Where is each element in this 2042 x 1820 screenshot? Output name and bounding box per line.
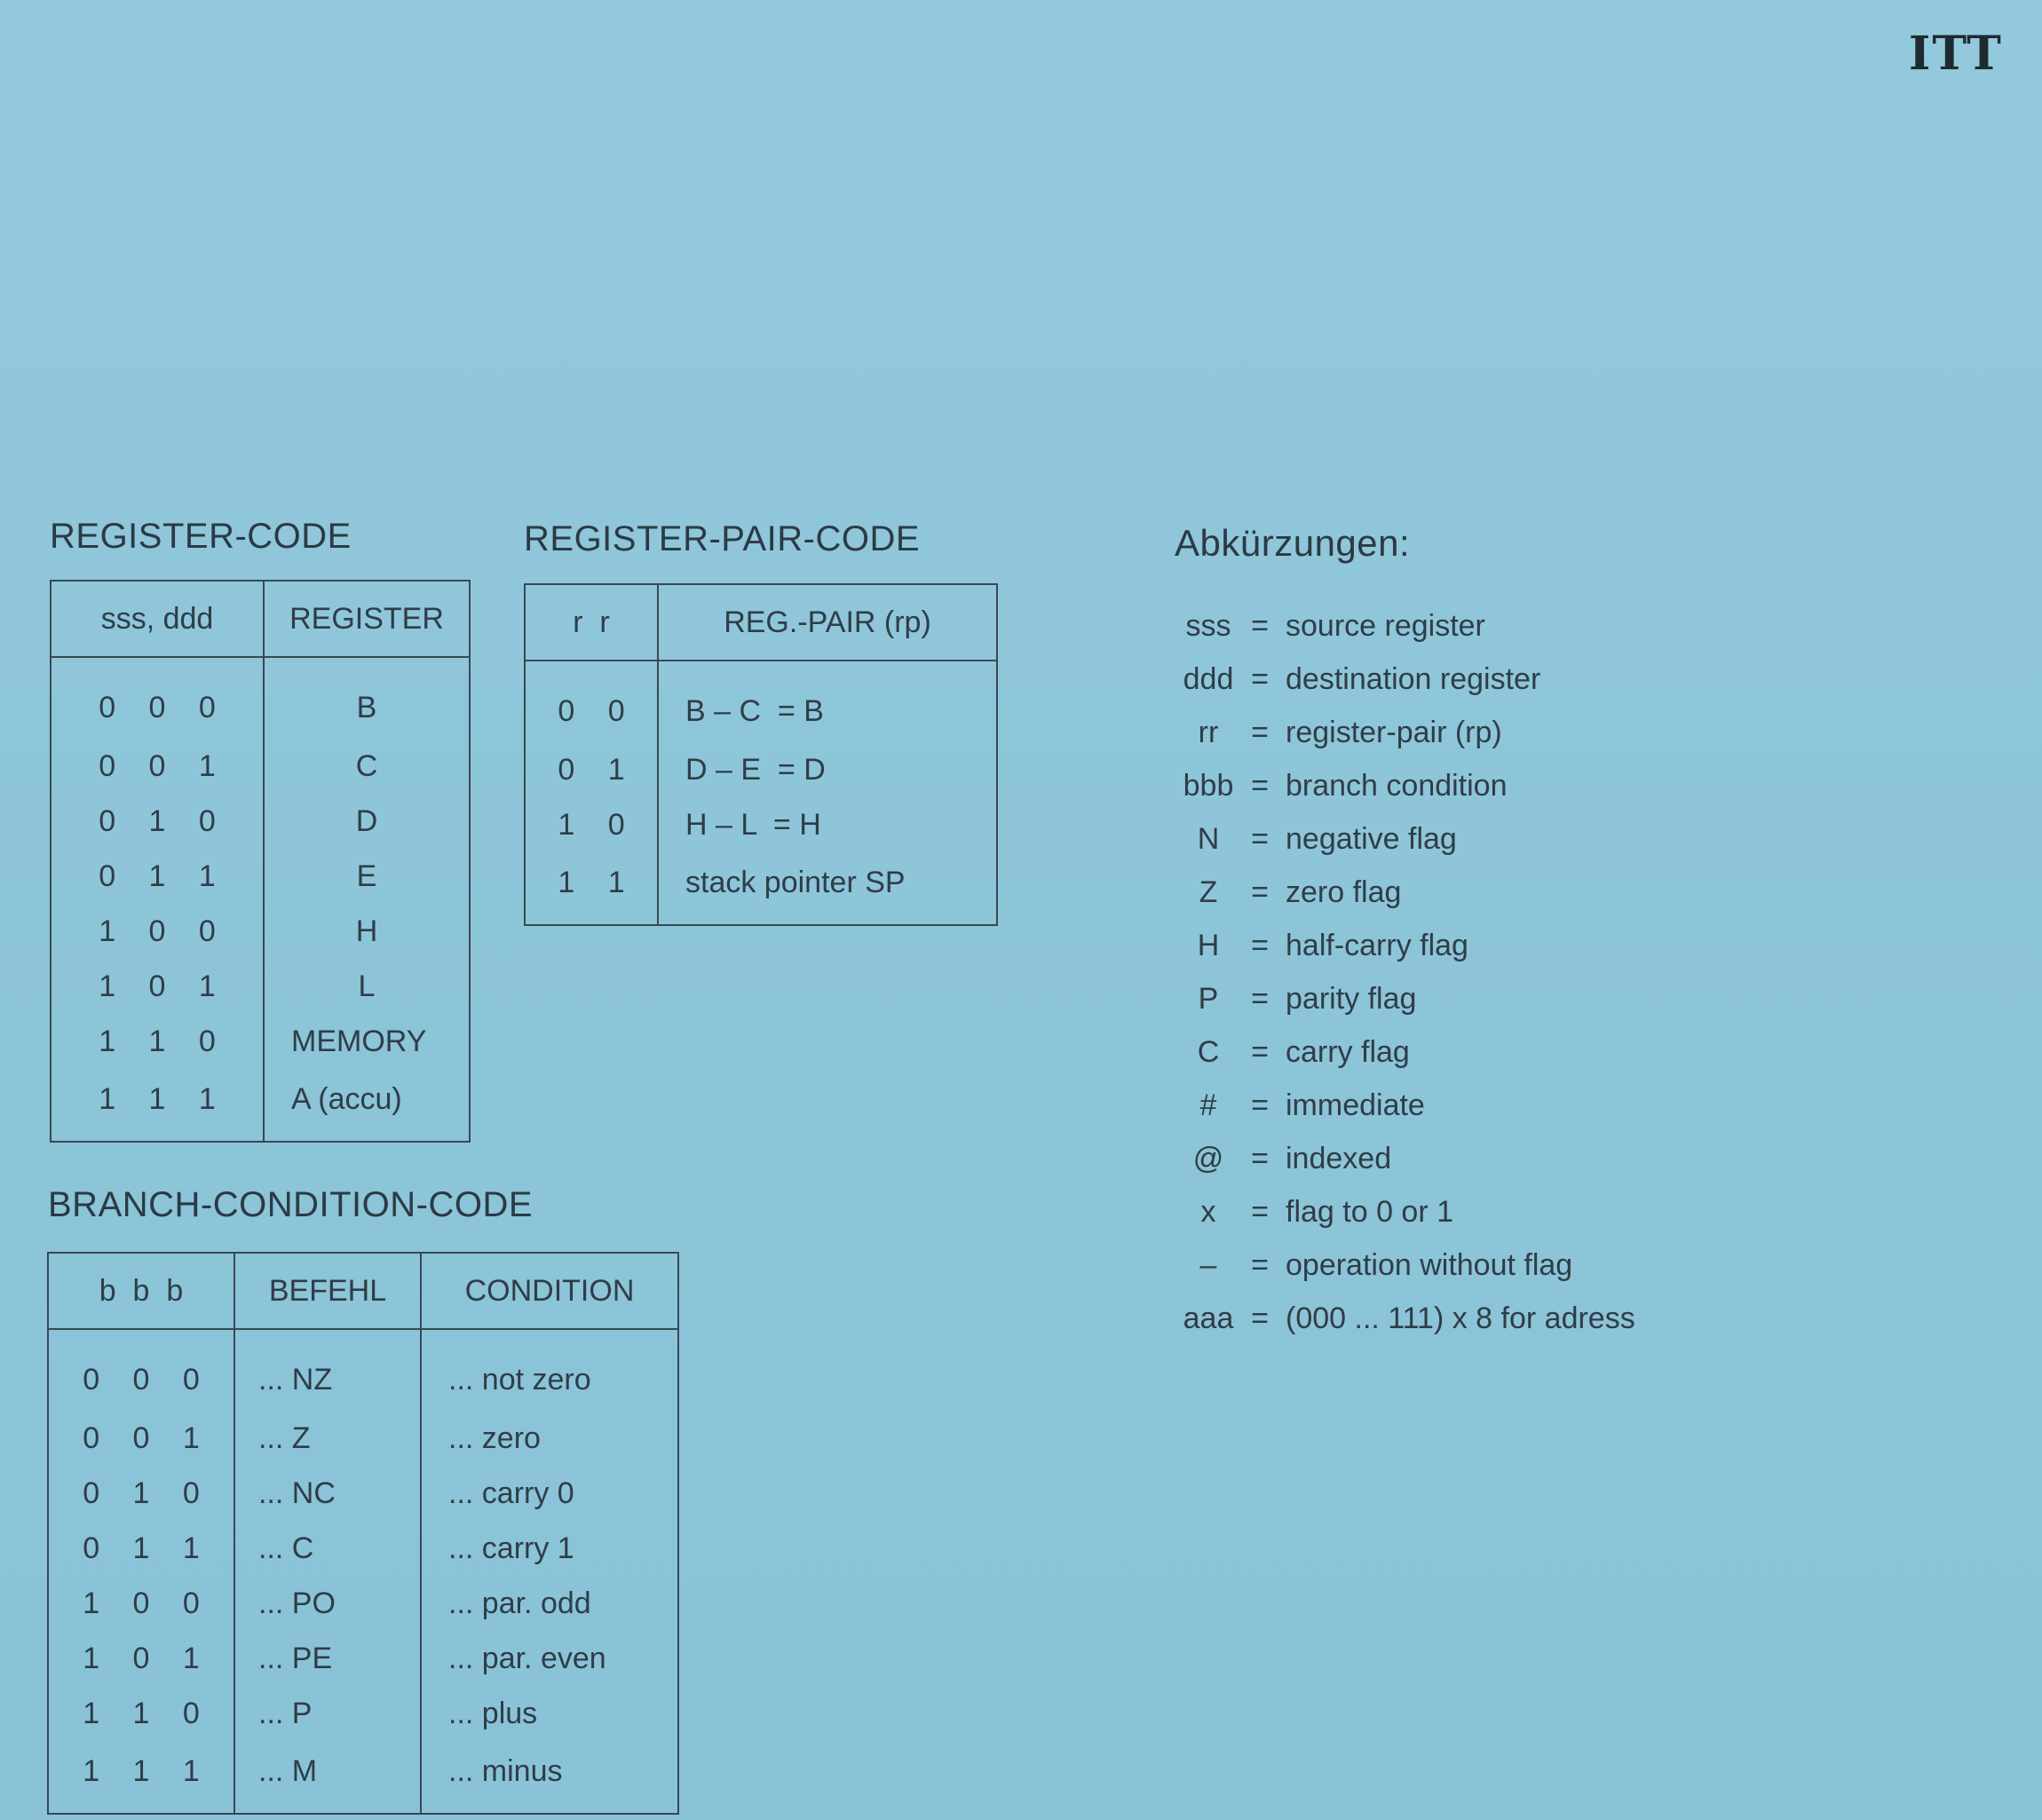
bits-cell: 0 0 1: [48, 1411, 234, 1466]
abbr-description: negative flag: [1286, 821, 1457, 856]
table-row: [48, 1631, 678, 1686]
condition-cell: ... zero: [448, 1420, 541, 1455]
register-cell: E: [356, 859, 377, 893]
register-cell: D: [355, 803, 378, 838]
table-row: [48, 1576, 678, 1631]
befehl-cell: ... C: [234, 1521, 421, 1576]
condition-cell: ... carry 0: [448, 1476, 574, 1510]
bits-cell: 1 1 0: [51, 1014, 264, 1069]
table-row: [48, 1741, 678, 1814]
befehl-cell: ... P: [234, 1686, 421, 1741]
register-cell: MEMORY: [291, 1024, 427, 1058]
abbr-symbol: rr: [1198, 715, 1219, 749]
abbr-symbol: bbb: [1183, 768, 1234, 803]
bits-cell: 1 0 0: [48, 1576, 234, 1631]
equals-sign: =: [1251, 768, 1269, 803]
table-row: [51, 959, 470, 1014]
table-row: [51, 1014, 470, 1069]
abbr-description: register-pair (rp): [1286, 715, 1502, 749]
table-row: [51, 849, 470, 904]
list-item: [1172, 866, 1635, 919]
abbr-symbol: Z: [1199, 874, 1218, 909]
branch-condition-code-table: [47, 1252, 679, 1815]
branch-header-condition: CONDITION: [421, 1253, 678, 1329]
list-item: [1172, 1132, 1635, 1185]
equals-sign: =: [1251, 1034, 1269, 1069]
register-cell: H: [355, 914, 378, 948]
bits-cell: 1 1 0: [48, 1686, 234, 1741]
list-item: [1172, 972, 1635, 1025]
abbr-symbol: H: [1197, 928, 1220, 962]
bits-cell: 0 0 0: [51, 657, 264, 739]
abbr-symbol: sss: [1185, 608, 1231, 643]
equals-sign: =: [1251, 1088, 1269, 1122]
condition-cell: ... carry 1: [448, 1531, 574, 1565]
abbr-description: destination register: [1286, 661, 1541, 696]
abbreviations-list: [1172, 599, 1635, 1345]
table-row: [48, 1686, 678, 1741]
register-code-header-register: REGISTER: [264, 581, 470, 657]
table-row: [525, 852, 997, 925]
abbr-symbol: –: [1199, 1247, 1217, 1282]
befehl-cell: ... NZ: [234, 1329, 421, 1411]
condition-cell: ... par. even: [448, 1641, 606, 1675]
condition-cell: ... minus: [448, 1753, 563, 1788]
abbr-description: branch condition: [1286, 768, 1508, 803]
equals-sign: =: [1251, 928, 1269, 962]
table-row: [51, 904, 470, 959]
abbr-symbol: aaa: [1183, 1301, 1234, 1335]
register-code-table: [50, 580, 471, 1143]
befehl-cell: ... Z: [234, 1411, 421, 1466]
equals-sign: =: [1251, 874, 1269, 909]
abbr-symbol: P: [1198, 981, 1219, 1016]
abbr-description: indexed: [1286, 1141, 1392, 1175]
bits-cell: 1 1: [525, 852, 658, 925]
pair-cell: stack pointer SP: [685, 865, 906, 899]
equals-sign: =: [1251, 981, 1269, 1016]
abbr-description: zero flag: [1286, 874, 1402, 909]
abbr-description: flag to 0 or 1: [1286, 1194, 1454, 1229]
abbr-symbol: @: [1192, 1141, 1224, 1175]
befehl-cell: ... PO: [234, 1576, 421, 1631]
befehl-cell: ... PE: [234, 1631, 421, 1686]
bits-cell: 1 0 0: [51, 904, 264, 959]
abbr-description: (000 ... 111) x 8 for adress: [1286, 1301, 1635, 1335]
register-pair-header-bits: r r: [525, 584, 658, 661]
register-pair-header-pair: REG.-PAIR (rp): [658, 584, 997, 661]
table-row: [51, 739, 470, 794]
bits-cell: 0 1 1: [51, 849, 264, 904]
bits-cell: 1 0 1: [51, 959, 264, 1014]
abbr-description: half-carry flag: [1286, 928, 1468, 962]
list-item: [1172, 1292, 1635, 1345]
equals-sign: =: [1251, 1141, 1269, 1175]
bits-cell: 1 0: [525, 797, 658, 852]
register-cell: L: [358, 969, 376, 1003]
list-item: [1172, 706, 1635, 759]
bits-cell: 0 0 1: [51, 739, 264, 794]
equals-sign: =: [1251, 1194, 1269, 1229]
abbr-description: immediate: [1286, 1088, 1425, 1122]
table-row: [51, 794, 470, 849]
condition-cell: ... plus: [448, 1696, 538, 1730]
branch-header-bits: b b b: [48, 1253, 234, 1329]
table-row: [48, 1466, 678, 1521]
table-row: [525, 661, 997, 742]
table-row: [48, 1411, 678, 1466]
table-row: [525, 742, 997, 797]
table-row: [48, 1521, 678, 1576]
bits-cell: 0 1 1: [48, 1521, 234, 1576]
bits-cell: 1 0 1: [48, 1631, 234, 1686]
list-item: [1172, 653, 1635, 706]
pair-cell: B – C = B: [685, 693, 824, 728]
list-item: [1172, 1079, 1635, 1132]
bits-cell: 0 1 0: [51, 794, 264, 849]
condition-cell: ... par. odd: [448, 1586, 591, 1620]
register-cell: A (accu): [291, 1081, 402, 1116]
pair-cell: D – E = D: [685, 752, 826, 787]
branch-header-befehl: BEFEHL: [234, 1253, 421, 1329]
befehl-cell: ... NC: [234, 1466, 421, 1521]
list-item: [1172, 1025, 1635, 1079]
register-cell: C: [355, 748, 378, 783]
pair-cell: H – L = H: [685, 807, 821, 842]
condition-cell: ... not zero: [448, 1362, 591, 1397]
register-pair-code-title: REGISTER-PAIR-CODE: [524, 519, 921, 558]
list-item: [1172, 759, 1635, 812]
bits-cell: 1 1 1: [51, 1069, 264, 1142]
bits-cell: 0 0: [525, 661, 658, 742]
equals-sign: =: [1251, 608, 1269, 643]
abbr-symbol: x: [1200, 1194, 1216, 1229]
list-item: [1172, 1238, 1635, 1292]
list-item: [1172, 919, 1635, 972]
abbr-description: source register: [1286, 608, 1485, 643]
abbreviations-title: Abkürzungen:: [1175, 522, 1411, 564]
register-code-header-bits: sss, ddd: [51, 581, 264, 657]
list-item: [1172, 812, 1635, 866]
table-row: [51, 657, 470, 739]
table-row: [525, 797, 997, 852]
register-code-title: REGISTER-CODE: [50, 517, 352, 556]
abbr-symbol: C: [1197, 1034, 1220, 1069]
equals-sign: =: [1251, 1301, 1269, 1335]
equals-sign: =: [1251, 821, 1269, 856]
register-pair-code-table: [524, 583, 998, 926]
equals-sign: =: [1251, 1247, 1269, 1282]
list-item: [1172, 1185, 1635, 1238]
table-row: [48, 1329, 678, 1411]
list-item: [1172, 599, 1635, 653]
equals-sign: =: [1251, 661, 1269, 696]
bits-cell: 0 1 0: [48, 1466, 234, 1521]
bits-cell: 0 0 0: [48, 1329, 234, 1411]
abbr-symbol: #: [1199, 1088, 1217, 1122]
branch-condition-code-title: BRANCH-CONDITION-CODE: [48, 1185, 534, 1224]
table-row: [51, 1069, 470, 1142]
abbr-description: carry flag: [1286, 1034, 1410, 1069]
bits-cell: 0 1: [525, 742, 658, 797]
abbr-description: operation without flag: [1286, 1247, 1573, 1282]
abbr-symbol: ddd: [1183, 661, 1234, 696]
bits-cell: 1 1 1: [48, 1741, 234, 1814]
abbr-symbol: N: [1197, 821, 1220, 856]
befehl-cell: ... M: [234, 1741, 421, 1814]
itt-logo: ITT: [1909, 27, 2003, 81]
register-cell: B: [356, 690, 377, 724]
equals-sign: =: [1251, 715, 1269, 749]
abbr-description: parity flag: [1286, 981, 1417, 1016]
